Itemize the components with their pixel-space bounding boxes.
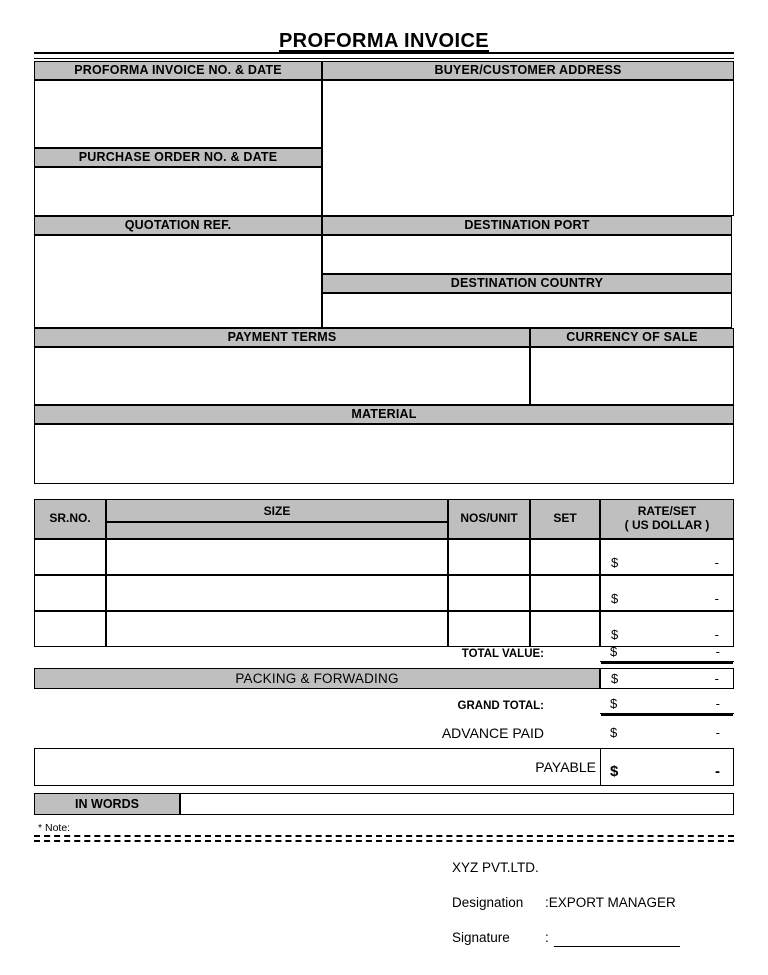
- table-row-cell-nos-unit[interactable]: [448, 539, 530, 575]
- grand-total-amount: -: [715, 696, 720, 711]
- buyer-customer-address-field[interactable]: [322, 80, 734, 216]
- rate-currency-symbol: $: [611, 555, 619, 570]
- currency-of-sale-field[interactable]: [530, 347, 734, 405]
- purchase-order-no-date-field[interactable]: [34, 167, 322, 216]
- table-row-cell-rate[interactable]: [600, 539, 734, 575]
- buyer-customer-address-header: BUYER/CUSTOMER ADDRESS: [322, 61, 734, 80]
- grand-total-currency-symbol: $: [610, 696, 618, 711]
- currency-of-sale-header: CURRENCY OF SALE: [530, 328, 734, 347]
- quotation-ref-header: QUOTATION REF.: [34, 216, 322, 235]
- total-value-currency-symbol: $: [610, 644, 618, 659]
- note-label: * Note:: [38, 822, 71, 834]
- packing-forwarding-amount: -: [714, 671, 719, 686]
- column-header-size-label: SIZE: [107, 500, 447, 523]
- advance-paid-currency-symbol: $: [610, 725, 618, 740]
- rate-currency-symbol: $: [611, 627, 619, 642]
- total-value-amount: -: [715, 644, 720, 659]
- grand-total-label: GRAND TOTAL:: [457, 700, 544, 712]
- page-title: PROFORMA INVOICE: [278, 30, 490, 52]
- quotation-ref-field[interactable]: [34, 235, 322, 328]
- table-row-cell-set[interactable]: [530, 575, 600, 611]
- rate-amount: -: [714, 591, 719, 606]
- material-header: MATERIAL: [34, 405, 734, 424]
- payable-amount: -: [715, 763, 720, 780]
- table-row-cell-set[interactable]: [530, 539, 600, 575]
- payment-terms-field[interactable]: [34, 347, 530, 405]
- packing-forwarding-amount-cell[interactable]: [600, 668, 734, 689]
- signature-label: Signature: [452, 930, 510, 945]
- table-row-cell-rate[interactable]: [600, 575, 734, 611]
- destination-port-field[interactable]: [322, 235, 732, 274]
- column-header-size: [106, 499, 448, 539]
- advance-paid-amount: -: [715, 725, 720, 740]
- table-row-cell-sr-no[interactable]: [34, 575, 106, 611]
- in-words-label: IN WORDS: [34, 793, 180, 815]
- table-row-cell-nos-unit[interactable]: [448, 611, 530, 647]
- signature-value: :: [545, 930, 549, 945]
- table-row-cell-sr-no[interactable]: [34, 611, 106, 647]
- table-row-cell-rate[interactable]: [600, 611, 734, 647]
- designation-label: Designation: [452, 895, 524, 910]
- title-divider: [34, 52, 734, 59]
- packing-forwarding-label: PACKING & FORWADING: [34, 668, 600, 689]
- destination-country-field[interactable]: [322, 293, 732, 328]
- table-row-cell-set[interactable]: [530, 611, 600, 647]
- table-row-cell-size[interactable]: [106, 539, 448, 575]
- rate-amount: -: [714, 627, 719, 642]
- company-name: XYZ PVT.LTD.: [452, 860, 539, 875]
- table-row-cell-size[interactable]: [106, 575, 448, 611]
- column-header-nos-unit: NOS/UNIT: [448, 499, 530, 539]
- payable-label: PAYABLE: [535, 759, 596, 775]
- column-header-set: SET: [530, 499, 600, 539]
- total-value-amount-cell: [600, 643, 734, 662]
- destination-country-header: DESTINATION COUNTRY: [322, 274, 732, 293]
- signature-input-line[interactable]: [554, 946, 680, 947]
- destination-port-header: DESTINATION PORT: [322, 216, 732, 235]
- material-field[interactable]: [34, 424, 734, 484]
- purchase-order-no-date-header: PURCHASE ORDER NO. & DATE: [34, 148, 322, 167]
- rate-set-line-1: RATE/SET: [637, 504, 697, 519]
- rate-set-line-2: ( US DOLLAR ): [624, 518, 710, 532]
- table-row-cell-nos-unit[interactable]: [448, 575, 530, 611]
- table-row-cell-size[interactable]: [106, 611, 448, 647]
- column-header-rate-set: [600, 499, 734, 539]
- advance-paid-label: ADVANCE PAID: [441, 725, 544, 741]
- total-value-label: TOTAL VALUE:: [461, 648, 544, 660]
- note-field[interactable]: [34, 835, 734, 842]
- proforma-invoice-no-date-field[interactable]: [34, 80, 322, 148]
- designation-value: :EXPORT MANAGER: [545, 895, 676, 910]
- rate-currency-symbol: $: [611, 591, 619, 606]
- proforma-invoice-no-date-header: PROFORMA INVOICE NO. & DATE: [34, 61, 322, 80]
- grand-total-amount-cell: [600, 695, 734, 714]
- payable-amount-cell: [600, 748, 734, 786]
- rate-amount: -: [714, 555, 719, 570]
- advance-paid-amount-cell[interactable]: [600, 723, 734, 742]
- payable-currency-symbol: $: [610, 763, 619, 780]
- packing-forwarding-currency-symbol: $: [611, 671, 619, 686]
- table-row-cell-sr-no[interactable]: [34, 539, 106, 575]
- payment-terms-header: PAYMENT TERMS: [34, 328, 530, 347]
- column-header-sr-no: SR.NO.: [34, 499, 106, 539]
- in-words-field[interactable]: [180, 793, 734, 815]
